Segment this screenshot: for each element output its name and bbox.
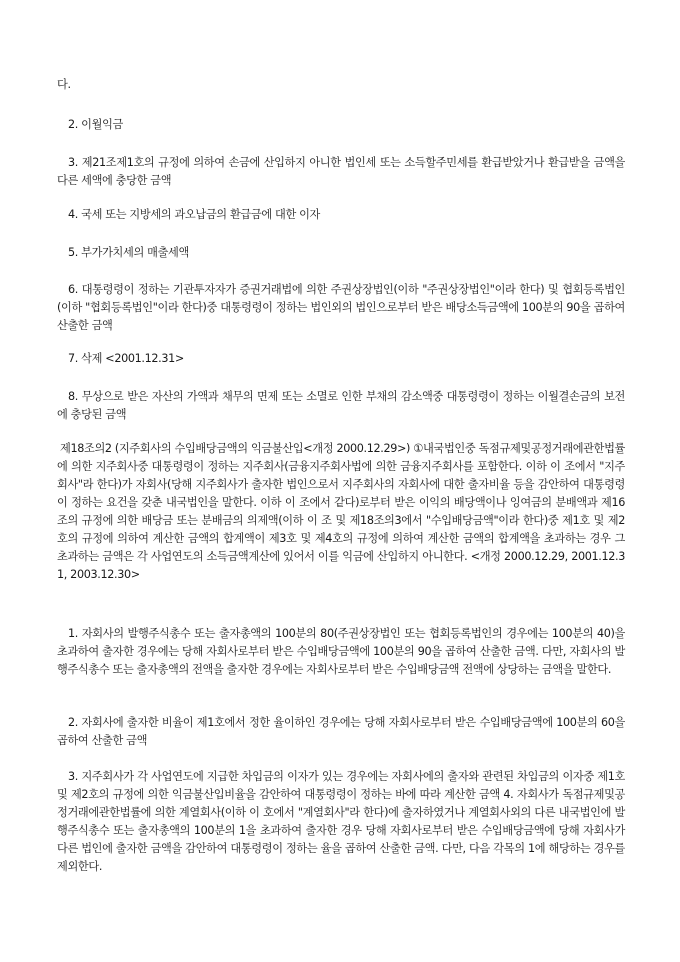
paragraph-continuation: 다. bbox=[57, 78, 71, 91]
subitem-2-ratio: 2. 자회사에 출자한 비율이 제1호에서 정한 율이하인 경우에는 당해 자회사로부터 받은 수입배당금액에 100분의 60을 곱하여 산출한 금액 bbox=[57, 716, 625, 747]
item-8-debt-relief: 8. 무상으로 받은 자산의 가액과 채무의 면제 또는 소멸로 인한 부채의 감소액중 대통령령이 정하는 이월결손금의 보전에 충당된 금액 bbox=[57, 390, 625, 421]
subitem-1-ownership: 1. 자회사의 발행주식총수 또는 출자총액의 100분의 80(주권상장법인 또는 협회등록법인의 경우에는 100분의 40)을 초과하여 출자한 경우에는 당해 자회사로부터 받은 수입배당금액에 100분의 90을 곱하여 산출한 금액. 다만, 자회사의 발행주식총수 또는 출자총액의 전액을 출자한 경우에는 자회사로부터 받은 수입배당금액 전액에 상당하는 금액을 말한다. bbox=[57, 627, 625, 676]
item-3-tax-refund: 3. 제21조제1호의 규정에 의하여 손금에 산입하지 아니한 법인세 또는 소득할주민세를 환급받았거나 환급받을 금액을 다른 세액에 충당한 금액 bbox=[57, 156, 625, 187]
item-6-dividend: 6. 대통령령이 정하는 기관투자자가 증권거래법에 의한 주권상장법인(이하 "주권상장법인"이라 한다) 및 협회등록법인(이하 "협회등록법인"이라 한다)중 대통령령이 정하는 법인외의 법인으로부터 받은 배당소득금액에 100분의 90을 곱하여 산출한 금액 bbox=[57, 283, 625, 332]
item-2-carryover: 2. 이월익금 bbox=[68, 118, 124, 131]
item-5-vat: 5. 부가가치세의 매출세액 bbox=[68, 246, 189, 259]
article-18-2: 제18조의2 (지주회사의 수입배당금액의 익금불산입<개정 2000.12.29>) ①내국법인중 독점규제및공정거래에관한법률에 의한 지주회사중 대통령령이 정하는 지주회사(금융지주회사법에 의한 금융지주회사를 포함한다. 이하 이 조에서 "지주회사"라 한다)가 자회사(당해 지주회사가 출자한 법인으로서 지주회사의 자회사에 대한 출자비율 등을 감안하여 대통령령이 정하는 요건을 갖춘 내국법인을 말한다. 이하 이 조에서 같다)로부터 받은 이익의 배당액이나 잉여금의 분배액과 제16조의 규정에 의한 배당금 또는 분배금의 의제액(이하 이 조 및 제18조의3에서 "수입배당금액"이라 한다)중 제1호 및 제2호의 규정에 의하여 계산한 금액의 합계액이 제3호 및 제4호의 규정에 의하여 계산한 금액의 합계액을 초과하는 경우 그 초과하는 금액은 각 사업연도의 소득금액계산에 있어서 이를 익금에 산입하지 아니한다. <개정 2000.12.29, 2001.12.31, 2003.12.30> bbox=[57, 442, 625, 581]
subitem-3-4-interest: 3. 지주회사가 각 사업연도에 지급한 차입금의 이자가 있는 경우에는 자회사에의 출자와 관련된 차입금의 이자중 제1호 및 제2호의 규정에 의한 익금불산입비율을 감안하여 대통령령이 정하는 바에 따라 계산한 금액 4. 자회사가 독점규제및공정거래에관한법률에 의한 계열회사(이하 이 호에서 "계열회사"라 한다)에 출자하였거나 계열회사외의 다른 내국법인에 발행주식총수 또는 출자총액의 100분의 1을 초과하여 출자한 경우 당해 자회사로부터 받은 수입배당금액에 당해 자회사가 다른 법인에 출자한 금액을 감안하여 대통령령이 정하는 율을 곱하여 산출한 금액. 다만, 다음 각목의 1에 해당하는 경우를 제외한다. bbox=[57, 770, 625, 873]
item-7-deleted: 7. 삭제 <2001.12.31> bbox=[68, 352, 184, 365]
item-4-refund-interest: 4. 국세 또는 지방세의 과오납금의 환급금에 대한 이자 bbox=[68, 208, 321, 221]
